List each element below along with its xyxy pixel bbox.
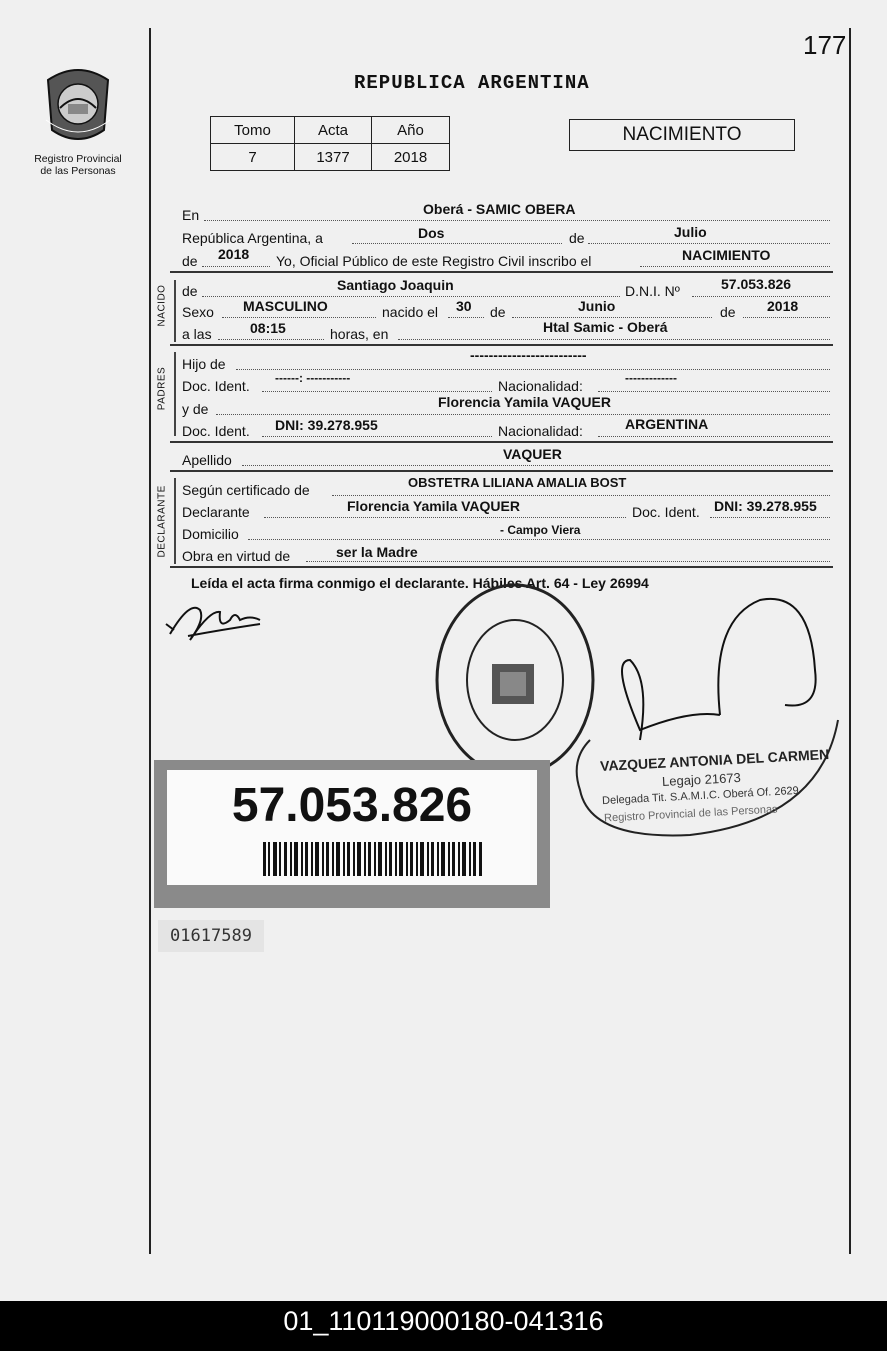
- doc2-label: Doc. Ident.: [182, 423, 250, 439]
- footer-code: 01_110119000180-041316: [0, 1301, 887, 1351]
- apellido-label: Apellido: [182, 452, 232, 468]
- dia-value: Dos: [418, 225, 445, 241]
- decl-dots: [264, 517, 626, 518]
- dni-label-card: [154, 760, 550, 908]
- record-type-box: NACIMIENTO: [569, 119, 795, 151]
- doc1-value: ------: -----------: [275, 371, 351, 385]
- registry-line1: Registro Provincial: [34, 153, 122, 165]
- madre-value: Florencia Yamila VAQUER: [438, 394, 611, 410]
- decl-doc-value: DNI: 39.278.955: [714, 498, 817, 514]
- yde-label: y de: [182, 401, 209, 417]
- value-tomo: 7: [211, 144, 295, 171]
- dni-dots: [692, 296, 830, 297]
- nac2-dots: [598, 436, 830, 437]
- inscribo-dots: [640, 266, 830, 267]
- registry-name: [22, 153, 134, 177]
- divider-5: [170, 566, 833, 568]
- cert-dots: [332, 495, 830, 496]
- dom-value: - Campo Viera: [500, 523, 581, 537]
- serial-number: 01617589: [158, 920, 264, 952]
- obra-dots: [306, 561, 830, 562]
- nacido-el-label: nacido el: [382, 304, 439, 320]
- alas-label: a las: [182, 326, 212, 342]
- de-label: de: [569, 230, 585, 246]
- nacido-mes-value: Junio: [578, 298, 616, 314]
- nac1-dots: [598, 391, 830, 392]
- document-title: REPUBLICA ARGENTINA: [354, 72, 590, 94]
- officer-cargo: Delegada Tit. S.A.M.I.C. Oberá Of. 2629: [601, 784, 800, 808]
- anio2-dots: [743, 317, 830, 318]
- cert-value: OBSTETRA LILIANA AMALIA BOST: [408, 475, 627, 490]
- header-tomo: Tomo: [211, 117, 295, 144]
- apellido-value: VAQUER: [503, 446, 562, 462]
- hora-dots: [218, 339, 324, 340]
- hijo-dots: [236, 369, 830, 370]
- nacido-anio-value: 2018: [767, 298, 799, 314]
- nacido-de-label: de: [182, 283, 198, 299]
- republica-label: República Argentina, a: [182, 230, 323, 246]
- nacido-side-label: NACIDO: [156, 284, 168, 327]
- value-anio: 2018: [372, 144, 450, 171]
- dni-value: 57.053.826: [721, 276, 792, 292]
- registry-line2: de las Personas: [40, 165, 116, 177]
- en-label: En: [182, 207, 200, 223]
- doc2-value: DNI: 39.278.955: [275, 417, 378, 433]
- left-margin-line: [149, 28, 151, 1254]
- sexo-label: Sexo: [182, 304, 214, 320]
- divider-2: [170, 344, 833, 346]
- padres-side-line: [174, 352, 176, 436]
- doc1-dots: [262, 391, 492, 392]
- dni-label: D.N.I. Nº: [625, 283, 680, 299]
- en-dots: [204, 220, 830, 221]
- apellido-dots: [242, 465, 830, 466]
- record-table: [210, 116, 450, 171]
- doc2-dots: [262, 436, 492, 437]
- mes-dots: [588, 243, 830, 244]
- divider-1: [170, 271, 833, 273]
- en-value: Oberá - SAMIC OBERA: [423, 201, 576, 217]
- value-acta: 1377: [295, 144, 372, 171]
- officer-name: VAZQUEZ ANTONIA DEL CARMEN: [599, 746, 830, 774]
- obra-label: Obra en virtud de: [182, 548, 291, 564]
- footnote: Leída el acta firma conmigo el declarante. Hábiles Art. 64 - Ley 26994: [191, 575, 649, 591]
- lugar-dots: [398, 339, 830, 340]
- page-number: 177: [803, 30, 847, 60]
- nacido-side-line: [174, 280, 176, 342]
- nacido-de3-label: de: [720, 304, 736, 320]
- madre-dots: [216, 414, 830, 415]
- declarante-side-label: DECLARANTE: [156, 485, 168, 558]
- doc1-label: Doc. Ident.: [182, 378, 250, 394]
- anio-value: 2018: [218, 246, 250, 262]
- barcode-icon: [263, 842, 483, 876]
- divider-3: [170, 441, 833, 443]
- cert-label: Según certificado de: [182, 482, 310, 498]
- de2-label: de: [182, 253, 198, 269]
- header-anio: Año: [372, 117, 450, 144]
- sexo-dots: [222, 317, 376, 318]
- dni-label-number: 57.053.826: [231, 779, 473, 832]
- nac2-value: ARGENTINA: [625, 416, 709, 432]
- decl-doc-dots: [710, 517, 830, 518]
- declarant-signature-icon: [160, 590, 280, 650]
- dia-dots: [448, 317, 484, 318]
- provincia-misiones-seal-icon: [38, 60, 118, 148]
- padre-value: -------------------------: [470, 347, 587, 363]
- header-acta: Acta: [295, 117, 372, 144]
- decl-doc-label: Doc. Ident.: [632, 504, 700, 520]
- nacido-de2-label: de: [490, 304, 506, 320]
- horas-en-label: horas, en: [330, 326, 389, 342]
- officer-legajo: Legajo 21673: [661, 769, 742, 790]
- decl-label: Declarante: [182, 504, 250, 520]
- nac2-label: Nacionalidad:: [498, 423, 583, 439]
- nombre-value: Santiago Joaquin: [337, 277, 454, 293]
- dom-label: Domicilio: [182, 526, 239, 542]
- nac1-label: Nacionalidad:: [498, 378, 583, 394]
- decl-value: Florencia Yamila VAQUER: [347, 498, 520, 514]
- officer-registro: Registro Provincial de las Personas: [603, 803, 778, 825]
- anio-dots: [202, 266, 270, 267]
- divider-4: [170, 470, 833, 472]
- dom-dots: [248, 539, 830, 540]
- mes2-dots: [512, 317, 712, 318]
- obra-value: ser la Madre: [336, 544, 418, 560]
- dni-label-inner: [167, 770, 537, 885]
- lugar-value: Htal Samic - Oberá: [543, 319, 668, 335]
- declarante-side-line: [174, 478, 176, 564]
- republica-dots: [352, 243, 562, 244]
- sexo-value: MASCULINO: [243, 298, 328, 314]
- padres-side-label: PADRES: [156, 366, 168, 411]
- nombre-dots: [202, 296, 620, 297]
- hijo-label: Hijo de: [182, 356, 226, 372]
- hora-value: 08:15: [250, 320, 286, 336]
- nac1-value: -------------: [625, 371, 677, 385]
- oficial-text: Yo, Oficial Público de este Registro Civil inscribo el: [276, 253, 592, 269]
- inscribo-value: NACIMIENTO: [682, 247, 771, 263]
- nacido-dia-value: 30: [456, 298, 472, 314]
- mes-value: Julio: [674, 224, 707, 240]
